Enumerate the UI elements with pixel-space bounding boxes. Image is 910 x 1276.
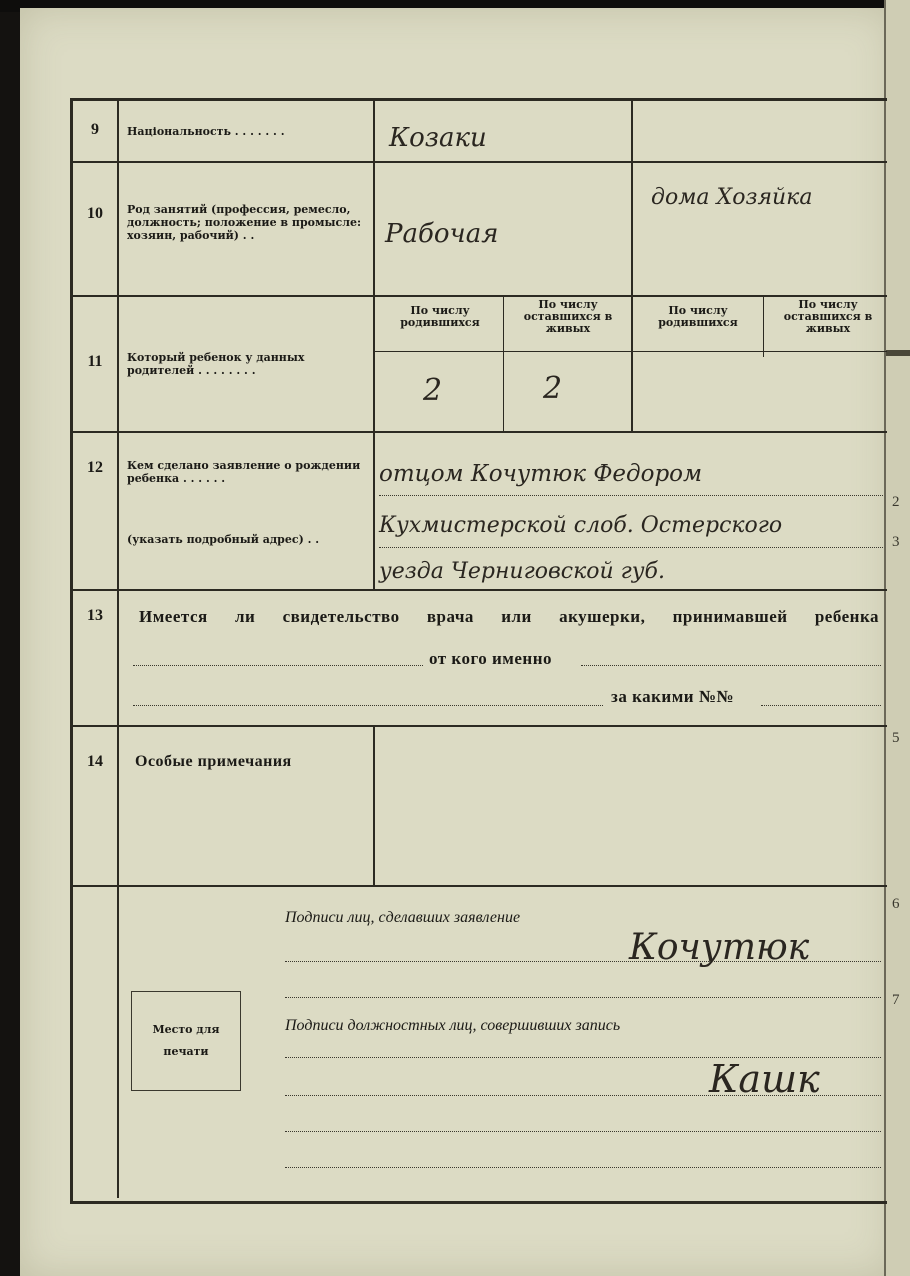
edge-number: 3	[892, 534, 900, 550]
from-whom-label: от кого именно	[429, 649, 553, 668]
row-number: 10	[87, 205, 103, 222]
col-header-alive: По числу оставшихся в живых	[523, 298, 613, 335]
nationality-label: Національность . . . . . . .	[127, 125, 285, 138]
row-divider	[73, 725, 887, 727]
row-divider	[73, 295, 887, 297]
notes-column-line	[373, 727, 375, 885]
dotted-line	[379, 495, 883, 496]
alive-count: 2	[543, 371, 563, 406]
row-divider	[73, 589, 887, 591]
page-edge-mark	[886, 350, 910, 356]
edge-number: 2	[892, 494, 900, 510]
signature-line	[285, 997, 881, 998]
dotted-line	[581, 665, 881, 666]
dotted-line	[761, 705, 881, 706]
edge-number: 5	[892, 730, 900, 746]
row-number: 11	[87, 353, 103, 370]
applicants-signature-label: Подписи лиц, сделавших заявление	[285, 909, 521, 926]
row-divider	[73, 885, 887, 887]
row-number: 13	[87, 607, 103, 624]
numbers-label: за какими №№	[611, 687, 734, 706]
dotted-line	[133, 665, 423, 666]
officials-signature-label: Подписи должностных лиц, совершивших запись	[285, 1017, 621, 1034]
born-count: 2	[423, 373, 443, 408]
declarant-line-2: Кухмистерской слоб. Остерского	[379, 513, 783, 538]
value-column-line	[631, 101, 633, 431]
dotted-line	[133, 705, 603, 706]
declarant-line-3: уезда Черниговской губ.	[379, 559, 665, 584]
stamp-label-line-1: Место для	[152, 1023, 220, 1036]
label-column-line	[373, 101, 375, 589]
subheader-divider	[373, 351, 887, 352]
notes-label: Особые примечания	[135, 753, 292, 770]
signature-line	[285, 1131, 881, 1132]
adjacent-page-edge	[884, 0, 910, 1276]
row-divider	[73, 431, 887, 433]
row-divider	[73, 161, 887, 163]
registration-form	[70, 98, 887, 1204]
signature-line	[285, 1095, 881, 1096]
official-signature: Кашк	[709, 1057, 820, 1101]
declarant-line-1: отцом Кочутюк Федором	[379, 461, 703, 487]
occupation-value: Рабочая	[385, 219, 499, 249]
number-column-line	[117, 101, 119, 1198]
col-header-born-2: По числу родившихся	[658, 304, 738, 329]
subcolumn-line	[763, 297, 764, 357]
signature-line	[285, 1167, 881, 1168]
declarant-label: Кем сделано заявление о рождении ребенка . . . . . .	[127, 459, 361, 485]
row-number: 12	[87, 459, 103, 476]
applicant-signature: Кочутюк	[629, 927, 810, 968]
row-number: 9	[91, 121, 99, 138]
row-number: 14	[87, 753, 103, 770]
certificate-question: Имеется ли свидетельство врача или акушерки, принимавшей ребенка	[139, 607, 879, 626]
dotted-line	[379, 547, 883, 548]
stamp-box	[131, 991, 241, 1091]
signature-line	[285, 961, 881, 962]
nationality-value: Козаки	[389, 123, 487, 153]
col-header-alive-2: По числу оставшихся в живых	[783, 298, 873, 335]
subcolumn-line	[503, 297, 504, 431]
col-header-born: По числу родившихся	[400, 304, 480, 329]
edge-number: 7	[892, 992, 900, 1008]
stamp-label-line-2: печати	[163, 1045, 209, 1058]
child-order-label: Который ребенок у данных родителей . . . . . . . .	[127, 351, 305, 377]
occupation-label: Род занятий (профессия, ремесло, должность; положение в промысле: хозяин, рабочий) . .	[127, 203, 362, 242]
address-sublabel: (указать подробный адрес) . .	[127, 533, 320, 546]
edge-number: 6	[892, 896, 900, 912]
occupation-value-right: дома Хозяйка	[651, 185, 813, 210]
